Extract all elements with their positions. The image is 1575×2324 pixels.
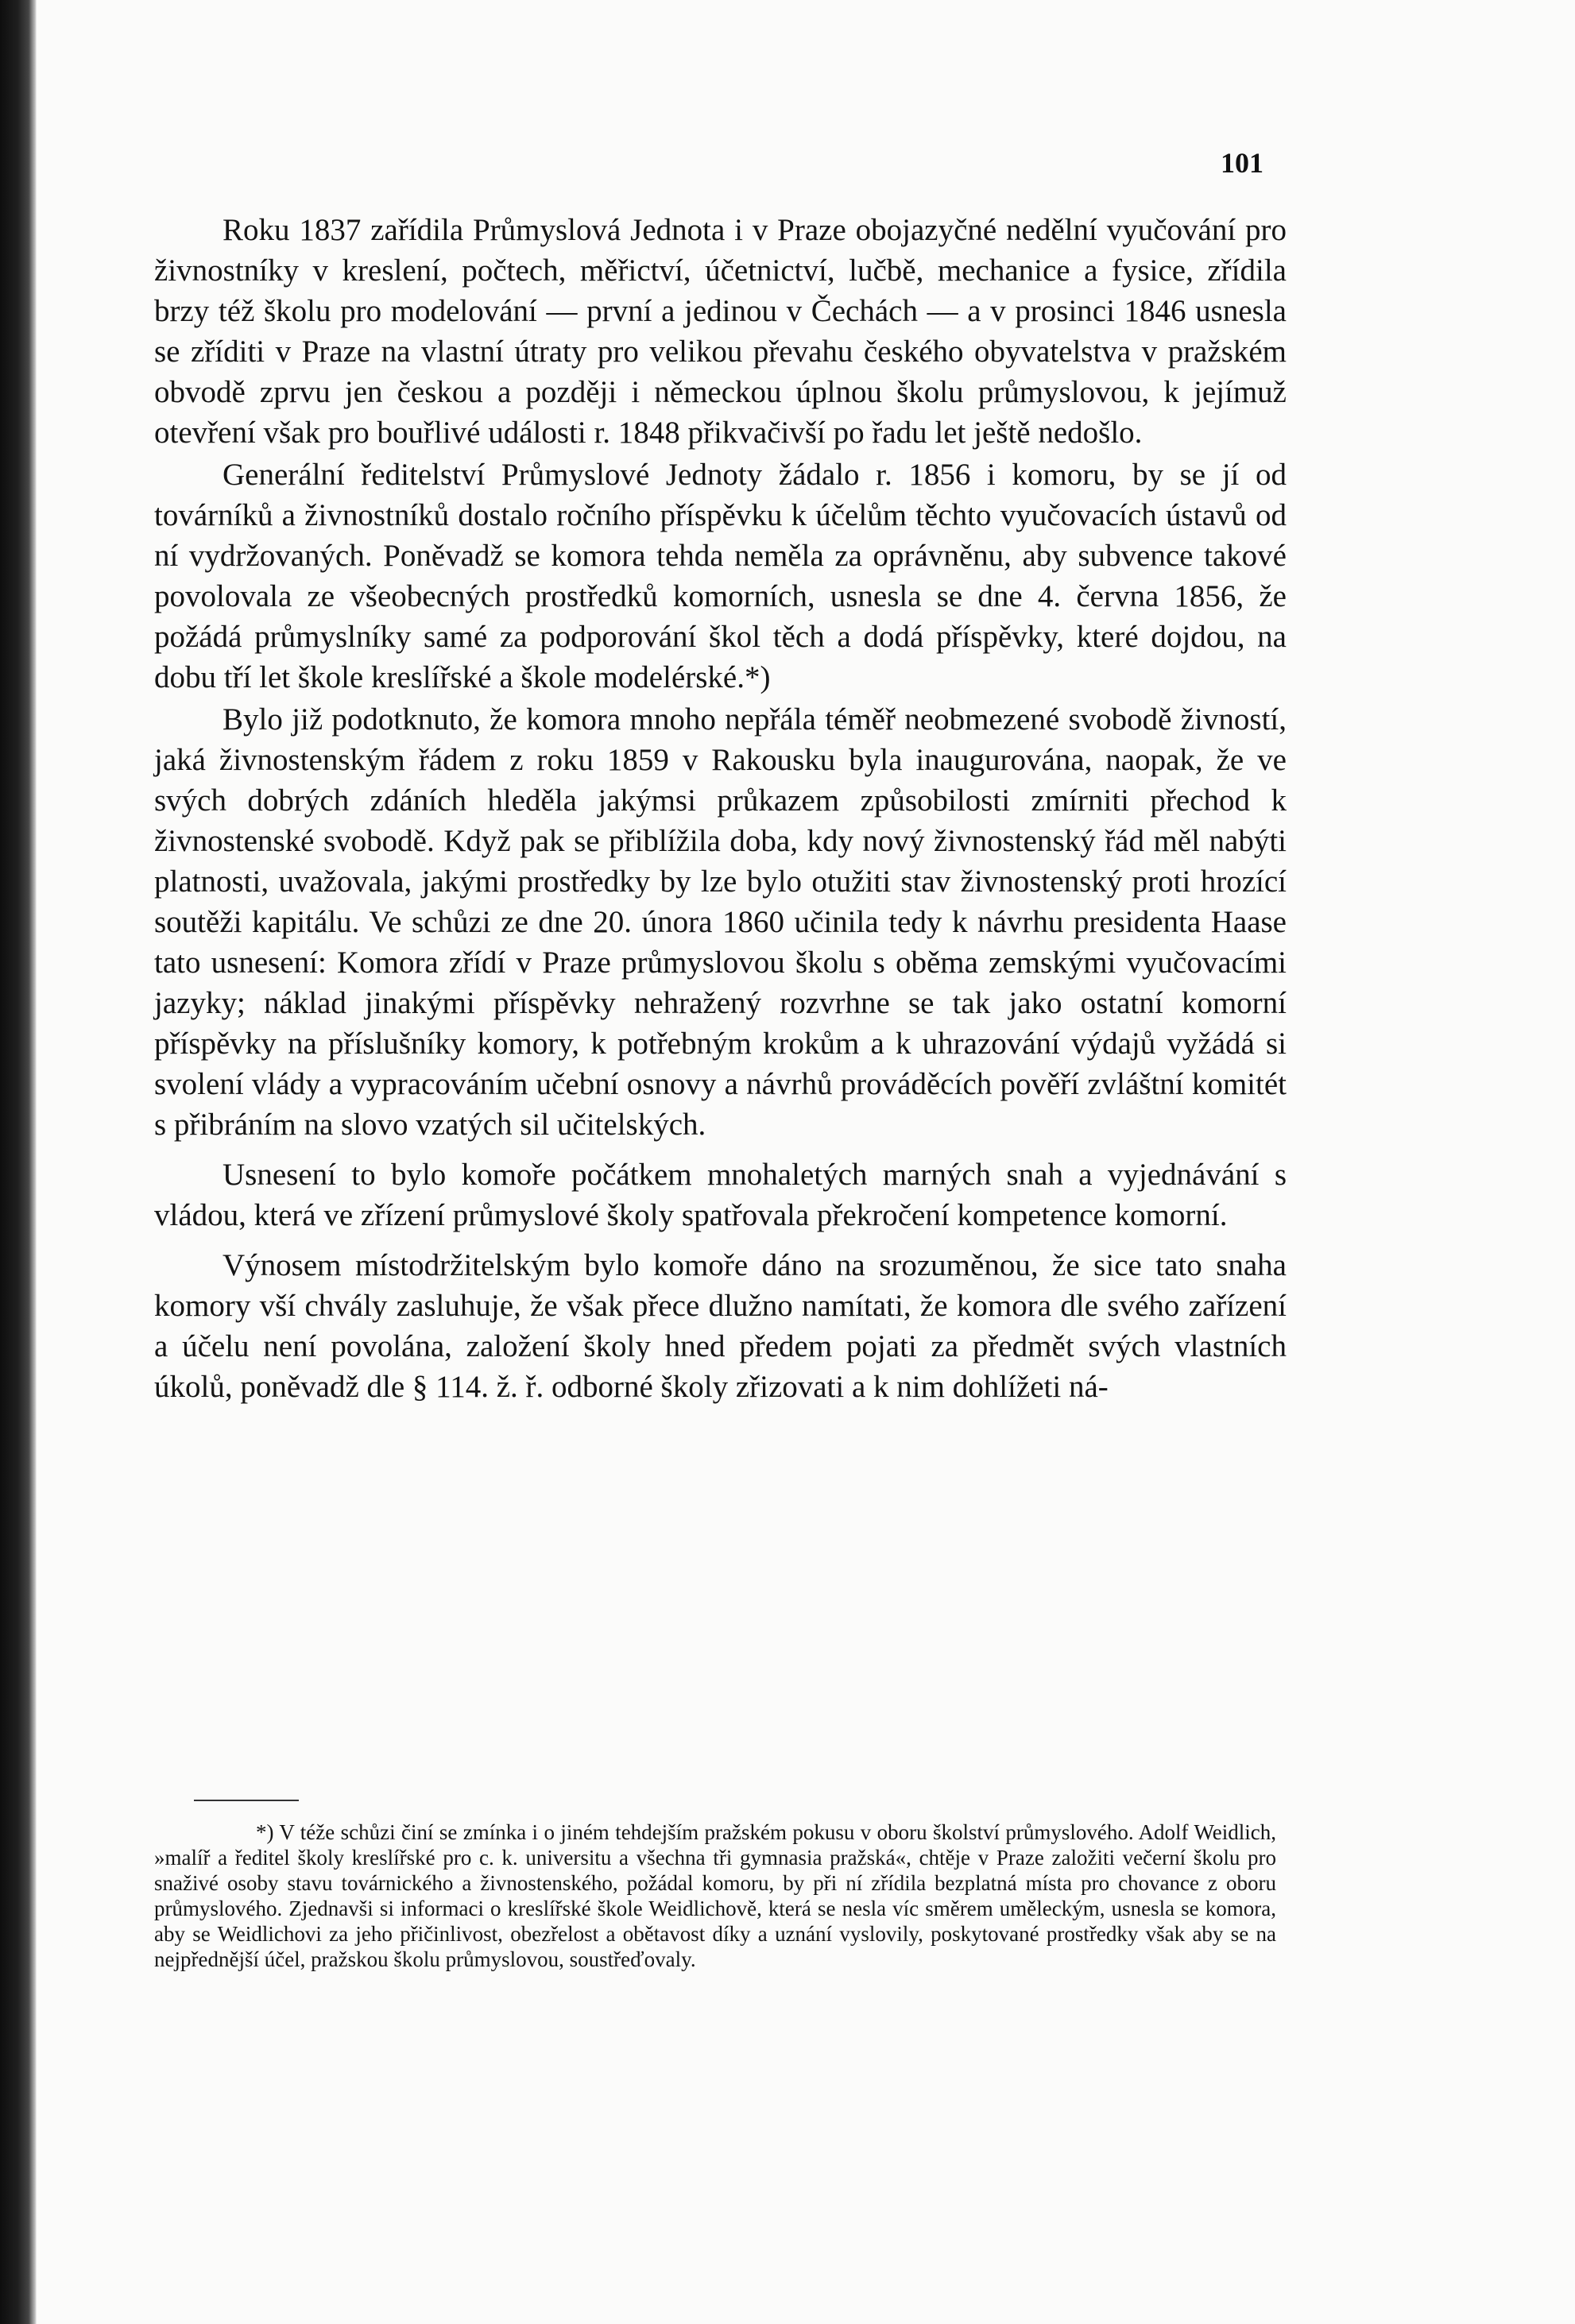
page-number: 101 [1221,147,1263,179]
paragraph-1: Roku 1837 zařídila Průmyslová Jednota i v Praze obojazyčné nedělní vyučování pro živnostníky v kreslení, počtech, měřictví, účetnictví, lučbě, mechanice a fysice, zřídila brzy též školu pro modelování — první a jedinou v Čechách — a v prosinci 1846 usnesla se zříditi v Praze na vlastní útraty pro velikou převahu českého obyvatelstva v pražském obvodě zprvu jen českou a později i německou úplnou školu průmyslovou, k jejímuž otevření však pro bouřlivé události r. 1848 přikvačivší po řadu let ještě nedošlo. [154,213,1287,450]
paragraph-5: Výnosem místodržitelským bylo komoře dáno na srozuměnou, že sice tato snaha komory vší chvály zasluhuje, že však přece dlužno namítati, že komora dle svého zařízení a účelu není povolána, založení školy hned předem pojati za předmět svých vlastních úkolů, poněvadž dle § 114. ž. ř. odborné školy zřizovati a k nim dohlížeti ná- [154,1248,1287,1404]
main-text [154,210,1287,1409]
footnote-separator [194,1800,299,1801]
scan-binding-edge [0,0,37,2324]
paragraph-3: Bylo již podotknuto, že komora mnoho nepřála téměř neobmezené svobodě živností, jaká živnostenským řádem z roku 1859 v Rakousku byla inaugurována, naopak, že ve svých dobrých zdáních hleděla jakýmsi průkazem způsobilosti zmírniti přechod k živnostenské svobodě. Když pak se přiblížila doba, kdy nový živnostenský řád měl nabýti platnosti, uvažovala, jakými prostředky by lze bylo otužiti stav živnostenský proti hrozící soutěži kapitálu. Ve schůzi ze dne 20. února 1860 učinila tedy k návrhu presidenta Haase tato usnesení: Komora zřídí v Praze průmyslovou školu s oběma zemskými vyučovacími jazyky; náklad jinakými příspěvky nehražený rozvrhne se tak jako ostatní komorní příspěvky na příslušníky komory, k potřebným krokům a k uhrazování výdajů vyžádá si svolení vlády a vypracováním učební osnovy a návrhů prováděcích pověří zvláštní komitét s přibráním na slovo vzatých sil učitelských. [154,702,1287,1142]
footnote: *) V téže schůzi činí se zmínka i o jiném tehdejším pražském pokusu v oboru školství průmyslového. Adolf Weidlich, »malíř a ředitel školy kreslířské pro c. k. universitu a všechna tři gymnasia pražská«, chtěje v Praze založiti večerní školu pro snaživé osoby stavu továrnického a živnostenského, požádal komoru, by při ní zřídila bezplatná místa pro chovance z oboru průmyslového. Zjednavši si informaci o kreslířské škole Weidlichově, která se nesla víc směrem uměleckým, usnesla se komora, aby se Weidlichovi za jeho přičinlivost, obezřelost a obětavost díky a uznání vyslovily, poskytované prostředky však aby se na nejpřednější účel, pražskou školu průmyslovou, soustřeďovaly. [154,1820,1276,1971]
book-page [37,0,1575,2324]
paragraph-4: Usnesení to bylo komoře počátkem mnohaletých marných snah a vyjednávání s vládou, která ve zřízení průmyslové školy spatřovala překročení kompetence komorní. [154,1158,1287,1232]
paragraph-2: Generální ředitelství Průmyslové Jednoty žádalo r. 1856 i komoru, by se jí od továrníků a živnostníků dostalo ročního příspěvku k účelům těchto vyučovacích ústavů od ní vydržovaných. Poněvadž se komora tehda neměla za oprávněnu, aby subvence takové povolovala ze všeobecných prostředků komorních, usnesla se dne 4. června 1856, že požádá průmyslníky samé za podporování škol těch a dodá příspěvky, které dojdou, na dobu tří let škole kreslířské a škole modelérské.*) [154,458,1287,694]
